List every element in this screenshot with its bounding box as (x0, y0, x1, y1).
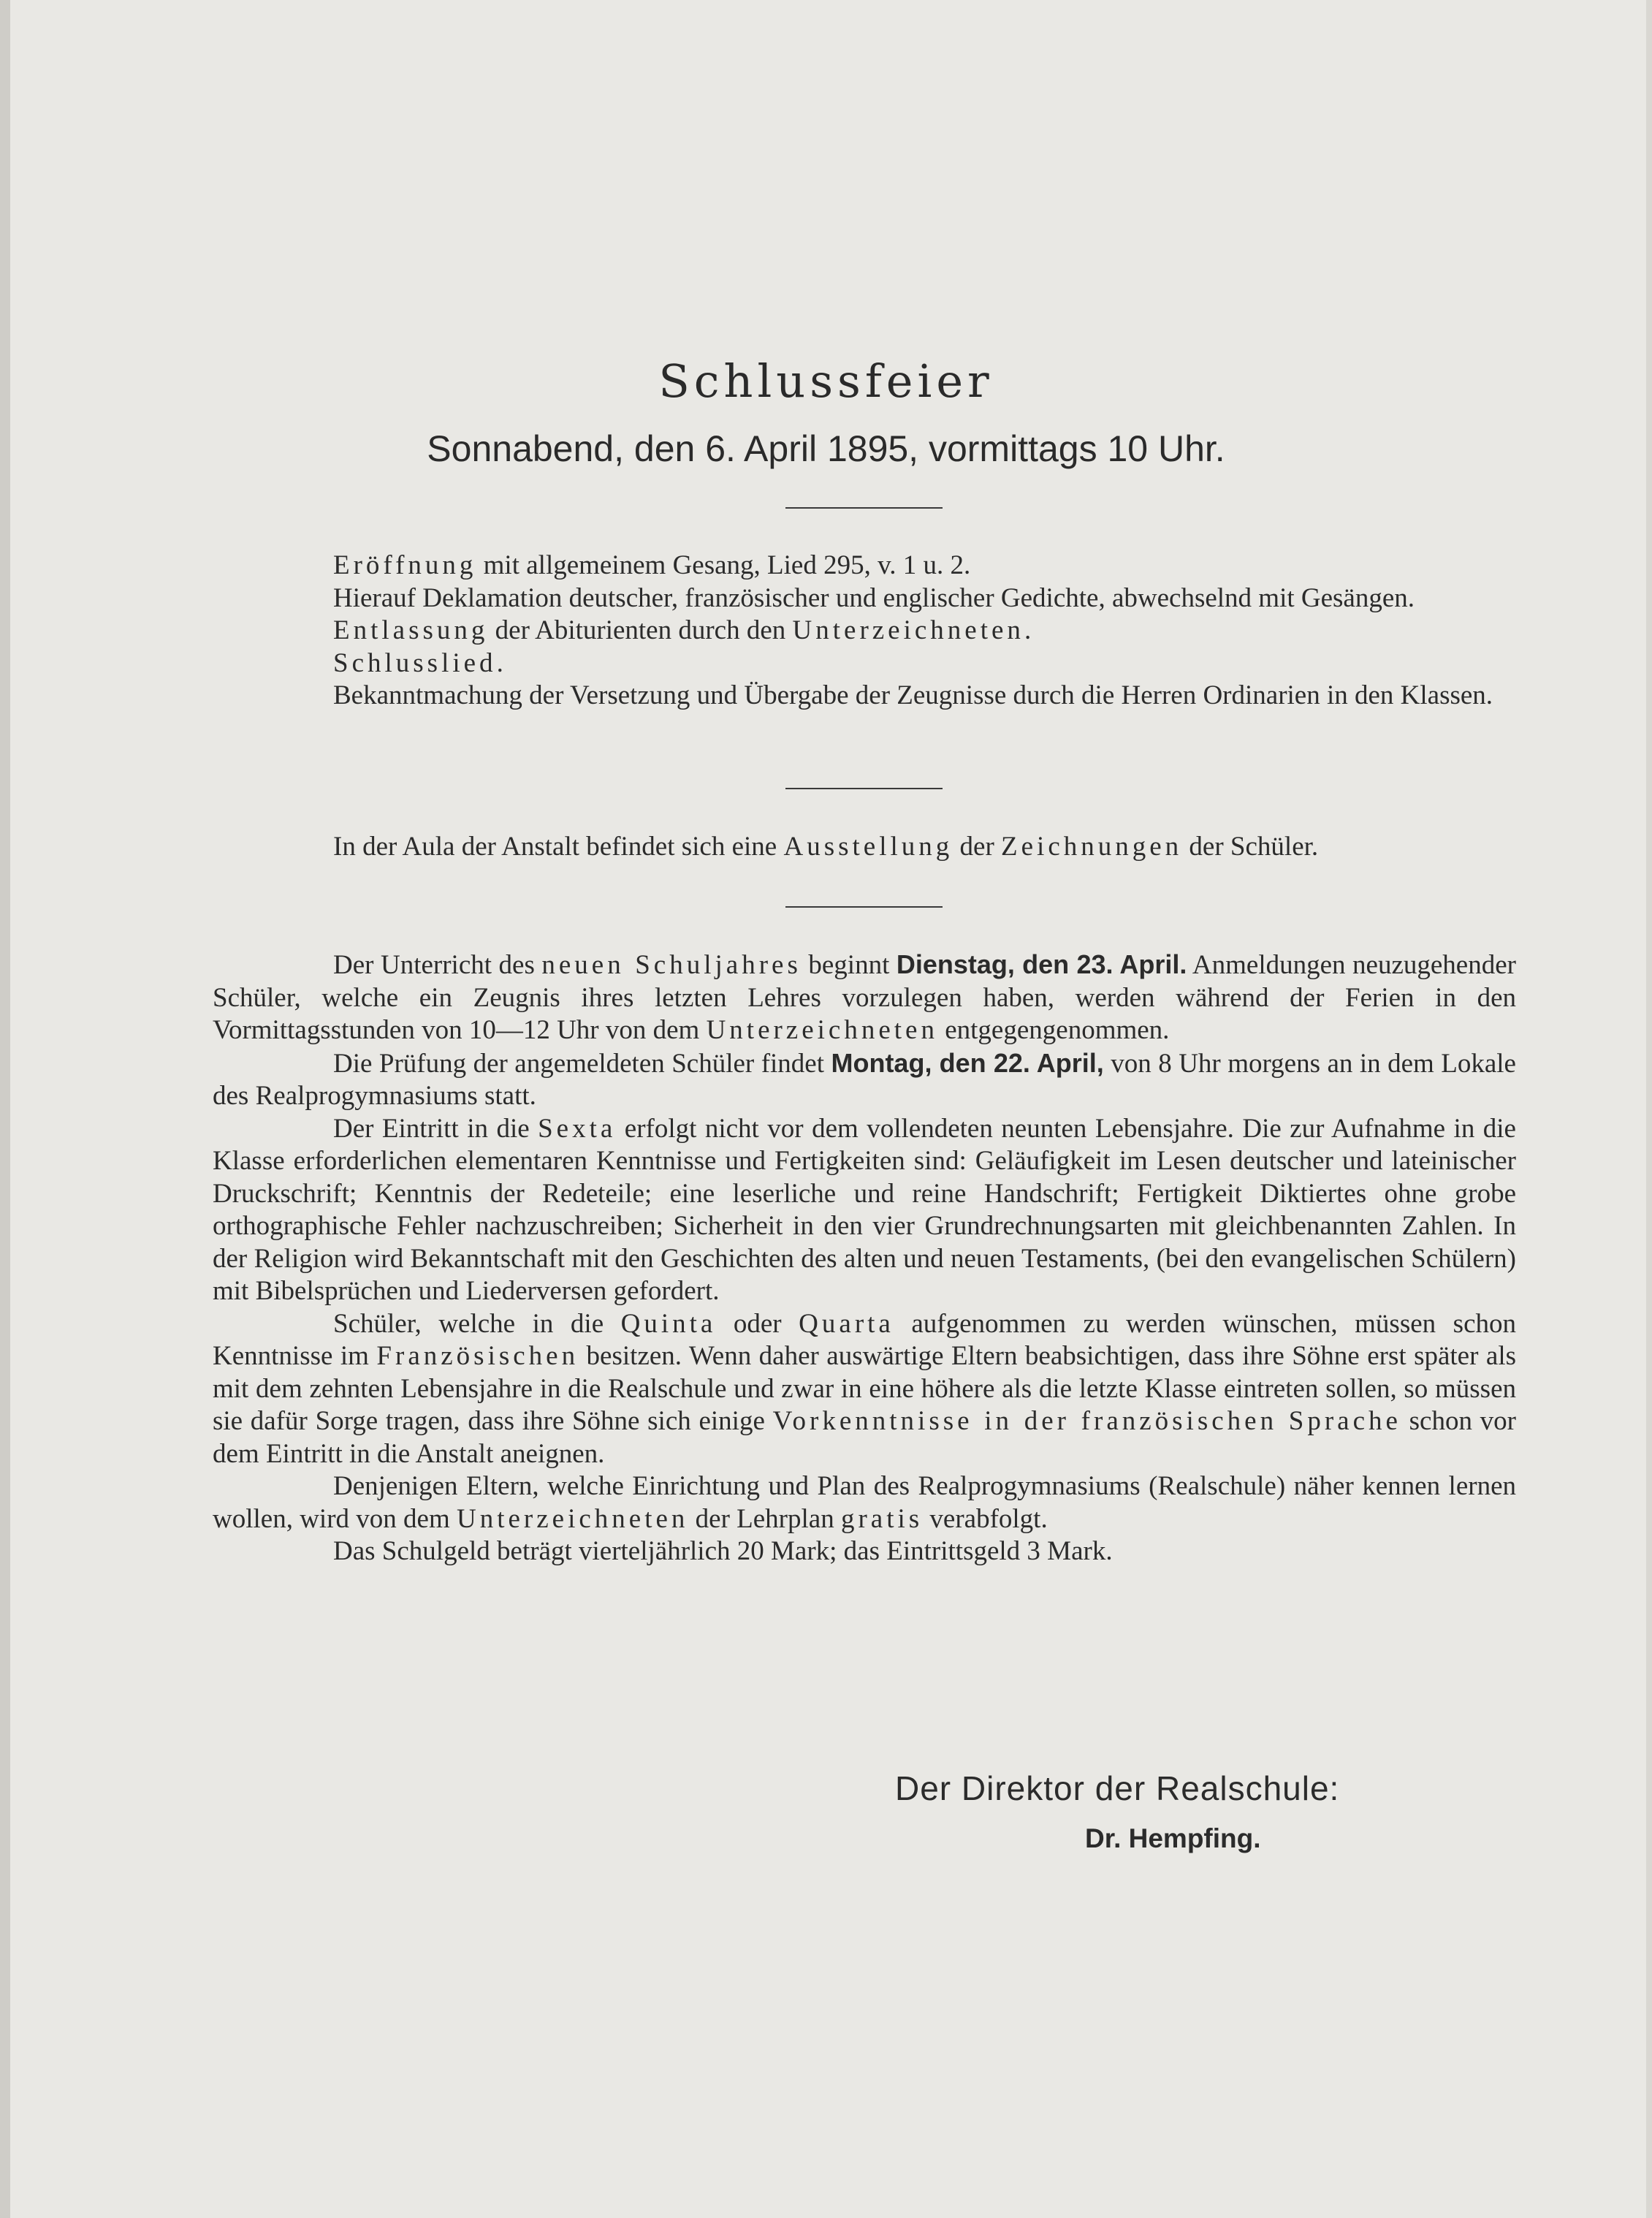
paragraph-fees: Das Schulgeld beträgt vierteljährlich 20 Mark; das Eintrittsgeld 3 Mark. (333, 1536, 1113, 1566)
divider-3 (785, 906, 943, 908)
text-emphasis: Quarta (799, 1308, 894, 1339)
text-emphasis: Ausstellung (783, 832, 953, 862)
program-item: Bekanntmachung der Versetzung und Übergabe der Zeugnisse durch die Herren Ordinarien in den Klassen. (333, 680, 1493, 710)
text-emphasis: Französischen (376, 1341, 579, 1371)
text-run: der (953, 832, 1002, 862)
text-run: schon vor dem Eintritt in die Anstalt aneignen. (213, 1406, 1516, 1469)
program-item-emphasis: Entlassung (333, 615, 489, 645)
text-emphasis: Unterzeichneten (456, 1503, 689, 1534)
text-run: beginnt (801, 950, 897, 980)
paragraph-french (213, 1308, 1516, 1471)
main-text (213, 949, 1516, 1568)
text-run: Der Eintritt in die (333, 1113, 538, 1144)
text-run: verabfolgt. (923, 1503, 1048, 1534)
page-edge-right (1646, 0, 1652, 2218)
exhibition-note (213, 831, 1516, 864)
program-item-text: . (496, 647, 503, 678)
text-run: Anmeldungen neuzugehender Schüler, welche ein Zeugnis ihres letzten Lehres vorzulegen haben, werden während der Ferien in den Vormittagsstunden von 10—12 Uhr von dem (213, 950, 1516, 1045)
paragraph-school-year (213, 949, 1516, 1047)
signature-name: Dr. Hempfing. (1085, 1823, 1261, 1853)
text-emphasis: Vorkenntnisse in der französischen Sprache (772, 1406, 1401, 1436)
text-run: von 8 Uhr morgens an in dem Lokale des Realprogymnasiums statt. (213, 1048, 1516, 1111)
text-run: erfolgt nicht vor dem vollendeten neunten Lebensjahre. Die zur Aufnahme in die Klasse erforderlichen elementaren Kenntnisse und Fertigkeiten sind: Geläufigkeit im Lesen deutscher und lateinischer Druckschrift; Kenntnis der Redeteile; eine leserliche und reine Handschrift; Fertigkeit Diktiertes ohne grobe orthographische Fehler nachzuschreiben; Sicherheit in den vier Grundrechnungsarten mit gleichbenannten Zahlen. In der Religion wird Bekanntschaft mit den Geschichten des alten und neuen Testaments, (bei den evangelischen Schülern) mit Bibelsprüchen und Liederversen gefordert. (213, 1113, 1516, 1306)
text-run: der Lehrplan (688, 1503, 841, 1534)
divider-1 (785, 507, 943, 509)
exhibition-paragraph (213, 831, 1516, 864)
paragraph-curriculum (213, 1470, 1516, 1535)
text-run: besitzen. Wenn daher auswärtige Eltern beabsichtigen, dass ihre Söhne erst später als mit dem zehnten Lebensjahre in die Realschule und zwar in eine höhere als die letzte Klasse eintreten sollen, so müssen sie dafür Sorge tragen, dass ihre Söhne sich einige (213, 1341, 1516, 1436)
text-run: Schüler, welche in die (333, 1308, 621, 1339)
document-subtitle: Sonnabend, den 6. April 1895, vormittags 10 Uhr. (427, 428, 1225, 469)
program-item (213, 647, 1516, 680)
document-title: Schlussfeier (658, 354, 994, 408)
text-run: Der Unterricht des (333, 950, 542, 980)
text-run: Die Prüfung der angemeldeten Schüler findet (333, 1048, 831, 1079)
program-list (213, 550, 1516, 713)
text-run: oder (716, 1308, 799, 1339)
date-emphasis: Dienstag, den 23. April. (896, 949, 1187, 979)
program-item-text: . (1024, 615, 1032, 645)
page-edge-left (0, 0, 10, 2218)
program-item-emphasis: Unterzeichneten (792, 615, 1024, 645)
text-emphasis: Zeichnungen (1001, 832, 1183, 862)
text-run: entgegengenommen. (937, 1015, 1170, 1045)
program-item: Hierauf Deklamation deutscher, französischer und englischer Gedichte, abwechselnd mit Gesängen. (333, 582, 1415, 613)
text-emphasis: Sexta (538, 1113, 617, 1144)
program-item-text: der Abiturienten durch den (488, 615, 793, 645)
program-item-emphasis: Eröffnung (333, 550, 477, 580)
signature-role: Der Direktor der Realschule: (895, 1769, 1340, 1807)
text-emphasis: neuen Schuljahres (541, 950, 802, 980)
program-item (213, 615, 1516, 647)
program-item-text: mit allgemeinem Gesang, Lied 295, v. 1 u. 2. (476, 550, 971, 580)
divider-2 (785, 788, 943, 789)
paragraph-exam (213, 1047, 1516, 1113)
program-item-emphasis: Schlusslied (333, 647, 497, 678)
program-item (213, 550, 1516, 582)
text-emphasis: gratis (840, 1503, 924, 1534)
text-run: Denjenigen Eltern, welche Einrichtung und Plan des Realprogymnasiums (Realschule) näher kennen lernen wollen, wird von dem (213, 1471, 1516, 1534)
text-run: der Schüler. (1182, 832, 1319, 862)
date-emphasis: Montag, den 22. April, (831, 1047, 1104, 1078)
text-emphasis: Unterzeichneten (706, 1015, 938, 1045)
text-run: In der Aula der Anstalt befindet sich eine (333, 832, 784, 862)
paragraph-admission (213, 1113, 1516, 1308)
text-emphasis: Quinta (620, 1308, 717, 1339)
text-run: aufgenommen zu werden wünschen, müssen schon Kenntnisse im (213, 1308, 1516, 1371)
